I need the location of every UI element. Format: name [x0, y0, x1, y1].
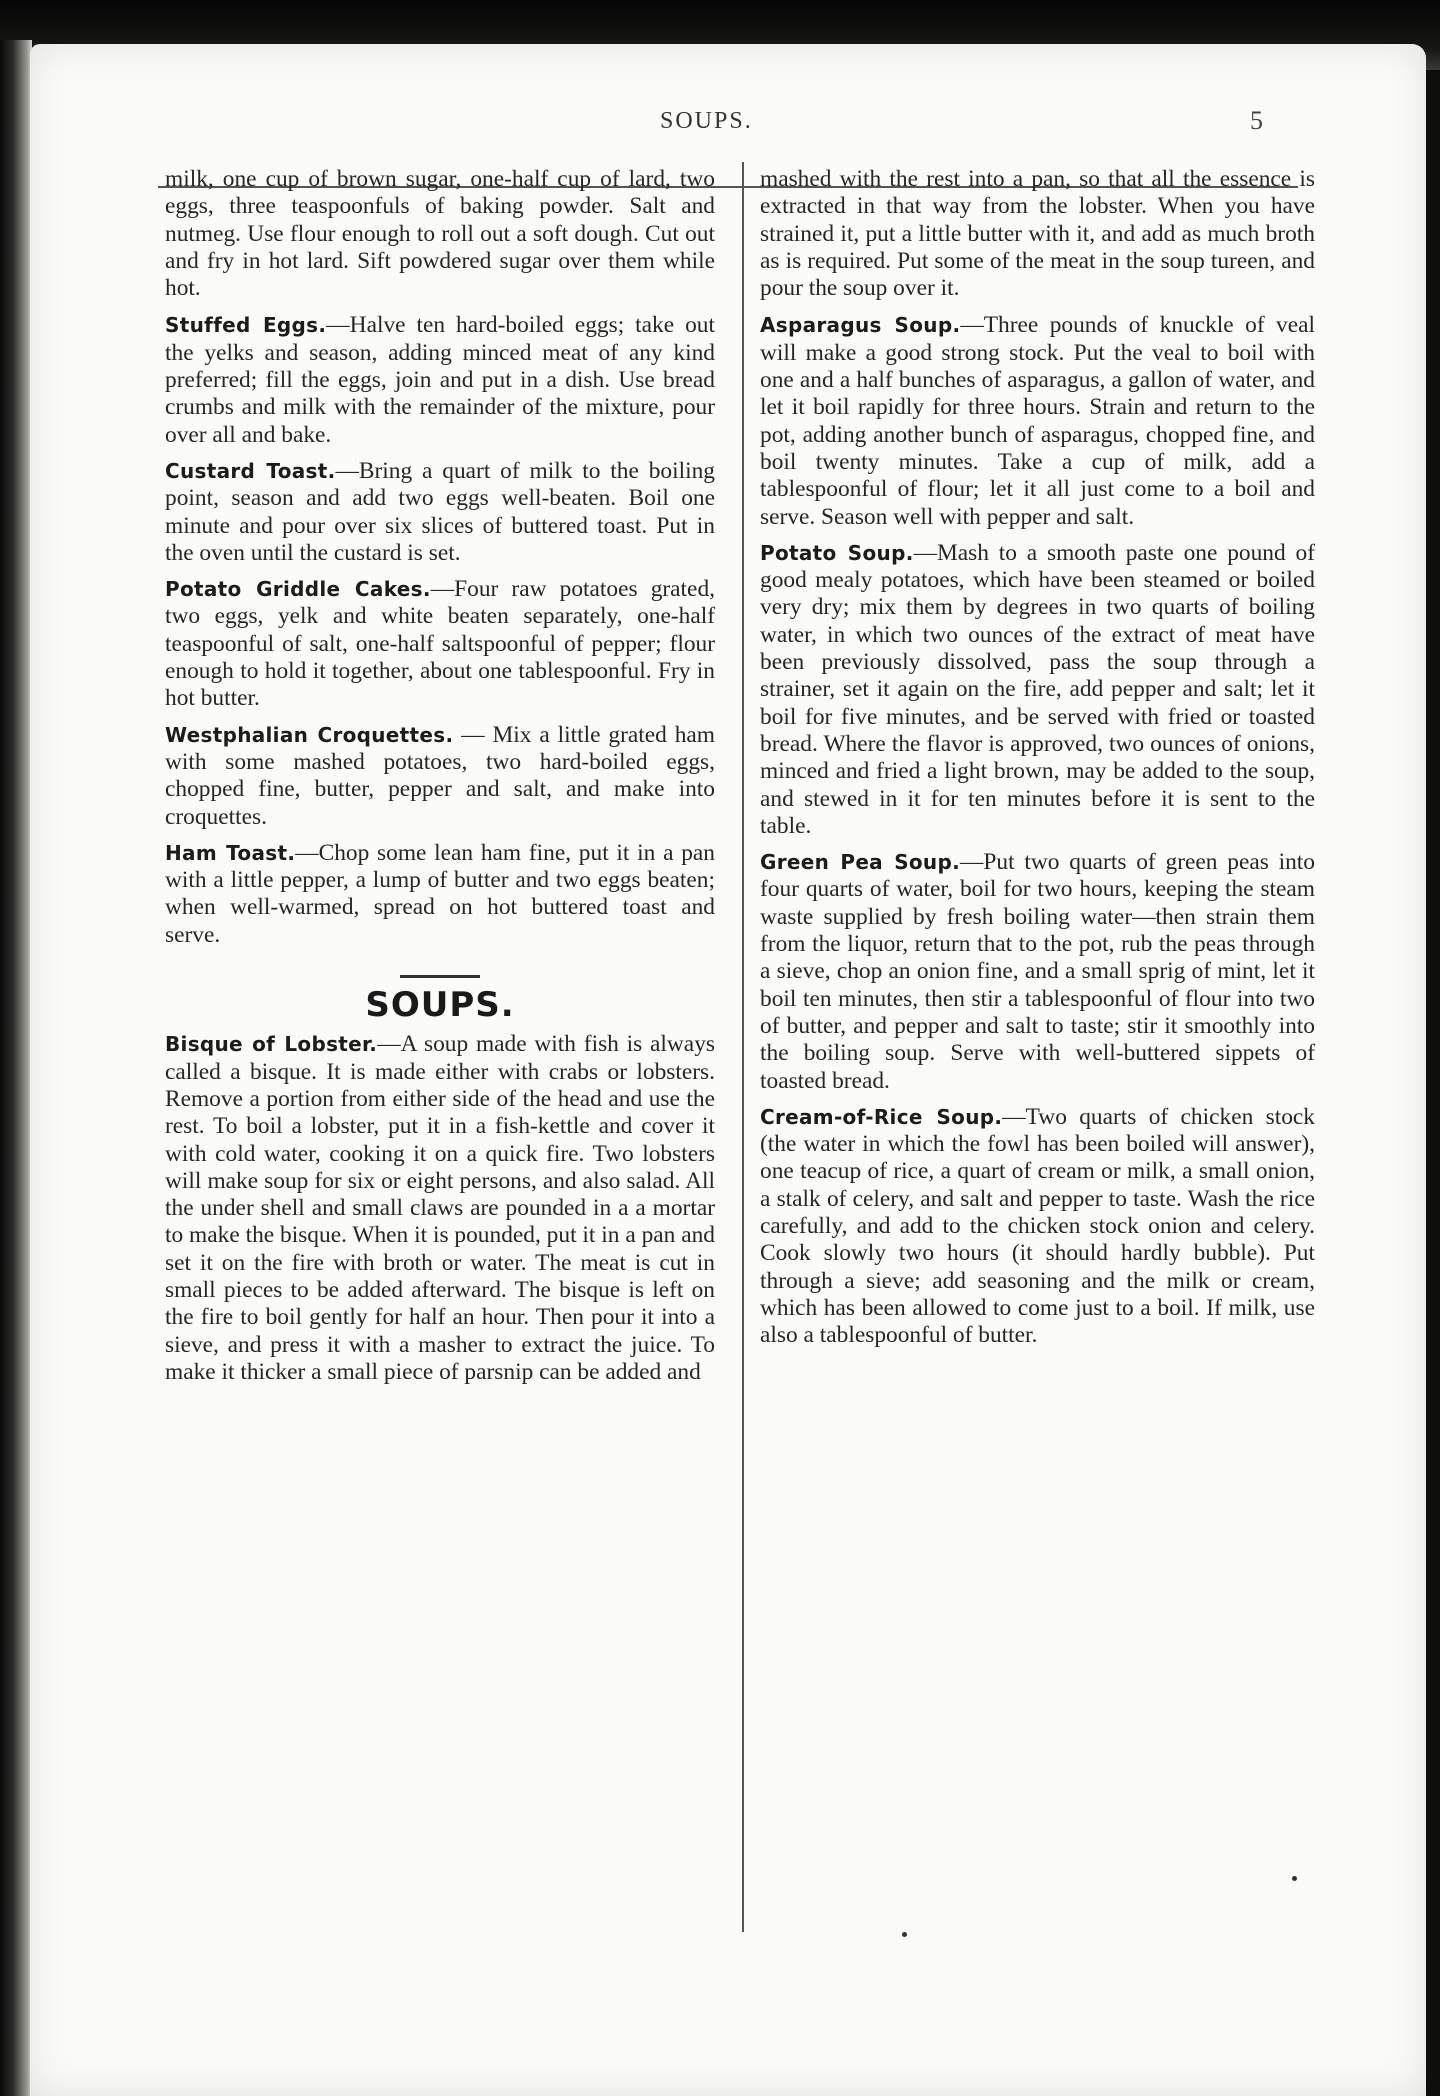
- recipe-body: —Four raw potatoes grated, two eggs, yelk and white beaten separately, one-half teaspoonful of salt, one-half saltspoonful of pepper; flour enough to hold it together, about one tablespoonful. Fry in hot butter.: [165, 576, 715, 712]
- recipe-green-pea-soup: [760, 849, 1315, 1095]
- recipe-body: —Halve ten hard-boiled eggs; take out the yelks and season, adding minced meat of any kind preferred; fill the eggs, join and put in a dish. Use bread crumbs and milk with the remainder of the mixture, pour over all and bake.: [165, 312, 715, 448]
- recipe-title: Stuffed Eggs.: [165, 313, 327, 338]
- recipe-body: —Bring a quart of milk to the boiling point, season and add two eggs well-beaten. Boil one minute and pour over six slices of buttered toast. Put in the oven until the custard is set.: [165, 457, 715, 566]
- print-speck: [902, 1932, 907, 1937]
- recipe-stuffed-eggs: [165, 312, 715, 448]
- recipe-title: Potato Griddle Cakes.: [165, 577, 431, 602]
- recipe-title: Potato Soup.: [760, 540, 914, 565]
- recipe-body: —Chop some lean ham fine, put it in a pan with a little pepper, a lump of butter and two eggs beaten; when well-warmed, spread on hot buttered toast and serve.: [165, 839, 715, 948]
- book-page: [30, 44, 1426, 2096]
- recipe-bisque-of-lobster: [165, 1031, 715, 1386]
- recipe-custard-toast: [165, 458, 715, 567]
- recipe-title: Bisque of Lobster.: [165, 1032, 378, 1057]
- section-heading: SOUPS.: [365, 985, 515, 1026]
- section-rule: [400, 975, 480, 978]
- recipe-title: Green Pea Soup.: [760, 850, 960, 875]
- recipe-body: —Two quarts of chicken stock (the water in which the fowl has been boiled will answer), one teacup of rice, a quart of cream or milk, a small onion, a stalk of celery, and salt and pepper to taste. Wash the rice carefully, and add to the chicken stock onion and celery. Cook slowly two hours (it should hardly bubble). Put through a sieve; add seasoning and the milk or cream, which has been allowed to come just to a boil. If milk, use also a tablespoonful of butter.: [760, 1103, 1315, 1349]
- print-speck: [1292, 1876, 1297, 1881]
- continued-text: milk, one cup of brown sugar, one-half cup of lard, two eggs, three teaspoonfuls of baking powder. Salt and nutmeg. Use flour enough to roll out a soft dough. Cut out and fry in hot lard. Sift powdered sugar over them while hot.: [165, 166, 715, 302]
- recipe-body: —Put two quarts of green peas into four quarts of water, boil for two hours, keeping the steam waste supplied by fresh boiling water—then strain them from the liquor, return that to the pot, rub the peas through a sieve, chop an onion fine, and a small sprig of mint, let it boil ten minutes, then stir a tablespoonful of flour into two of butter, and pepper and salt to taste; stir it smoothly into the boiling soup. Serve with well-buttered sippets of toasted bread.: [760, 849, 1316, 1094]
- column-divider: [742, 162, 744, 1932]
- left-column: [165, 166, 715, 1395]
- recipe-title: Westphalian Croquettes.: [165, 722, 454, 747]
- section-header: [165, 975, 715, 1026]
- recipe-body: —Mash to a smooth paste one pound of good mealy potatoes, which have been steamed or boiled very dry; mix them by degrees in two quarts of boiling water, in which two ounces of the extract of meat have been previously dissolved, pass the soup through a strainer, set it again on the fire, add pepper and salt; let it boil for five minutes, and be served with fried or toasted bread. Where the flavor is approved, two ounces of onions, minced and fried a light brown, may be added to the soup, and stewed in it for ten minutes before it is sent to the table.: [760, 539, 1315, 839]
- page-number: 5: [1250, 106, 1263, 135]
- continued-text: mashed with the rest into a pan, so that all the essence is extracted in that way from the lobster. When you have strained it, put a little butter with it, and add as much broth as is required. Put some of the meat in the soup tureen, and pour the soup over it.: [760, 166, 1315, 302]
- recipe-ham-toast: [165, 840, 715, 949]
- recipe-title: Cream-of-Rice Soup.: [760, 1104, 1003, 1129]
- recipe-title: Asparagus Soup.: [760, 313, 961, 338]
- recipe-asparagus-soup: [760, 312, 1315, 530]
- right-column: [760, 166, 1315, 1358]
- recipe-potato-soup: [760, 540, 1315, 840]
- facing-page-edge: [0, 40, 32, 2096]
- recipe-title: Ham Toast.: [165, 840, 296, 865]
- recipe-westphalian-croquettes: [165, 722, 715, 831]
- recipe-potato-griddle-cakes: [165, 576, 715, 712]
- running-title: SOUPS.: [660, 108, 753, 134]
- recipe-title: Custard Toast.: [165, 458, 336, 483]
- recipe-cream-of-rice-soup: [760, 1104, 1315, 1350]
- recipe-body: —A soup made with fish is always called a bisque. It is made either with crabs or lobsters. Remove a portion from either side of the head and use the rest. To boil a lobster, put it in a fish-kettle and cover it with cold water, cooking it on a quick fire. Two lobsters will make soup for six or eight persons, and also salad. All the under shell and small claws are pounded in a a mortar to make the bisque. When it is pounded, put it in a pan and set it on the fire with broth or water. The meat is cut in small pieces to be added afterward. The bisque is left on the fire to boil gently for half an hour. Then pour it into a sieve, and press it with a masher to extract the juice. To make it thicker a small piece of parsnip can be added and: [165, 1031, 715, 1385]
- running-header: [30, 100, 1426, 140]
- recipe-body: — Mix a little grated ham with some mashed potatoes, two hard-boiled eggs, chopped fine, butter, pepper and salt, and make into croquettes.: [165, 721, 715, 830]
- recipe-body: —Three pounds of knuckle of veal will make a good strong stock. Put the veal to boil with one and a half bunches of asparagus, a gallon of water, and let it boil rapidly for three hours. Strain and return to the pot, adding another bunch of asparagus, chopped fine, and boil twenty minutes. Take a cup of milk, add a tablespoonful of flour; let it all just come to a boil and serve. Season well with pepper and salt.: [760, 312, 1315, 530]
